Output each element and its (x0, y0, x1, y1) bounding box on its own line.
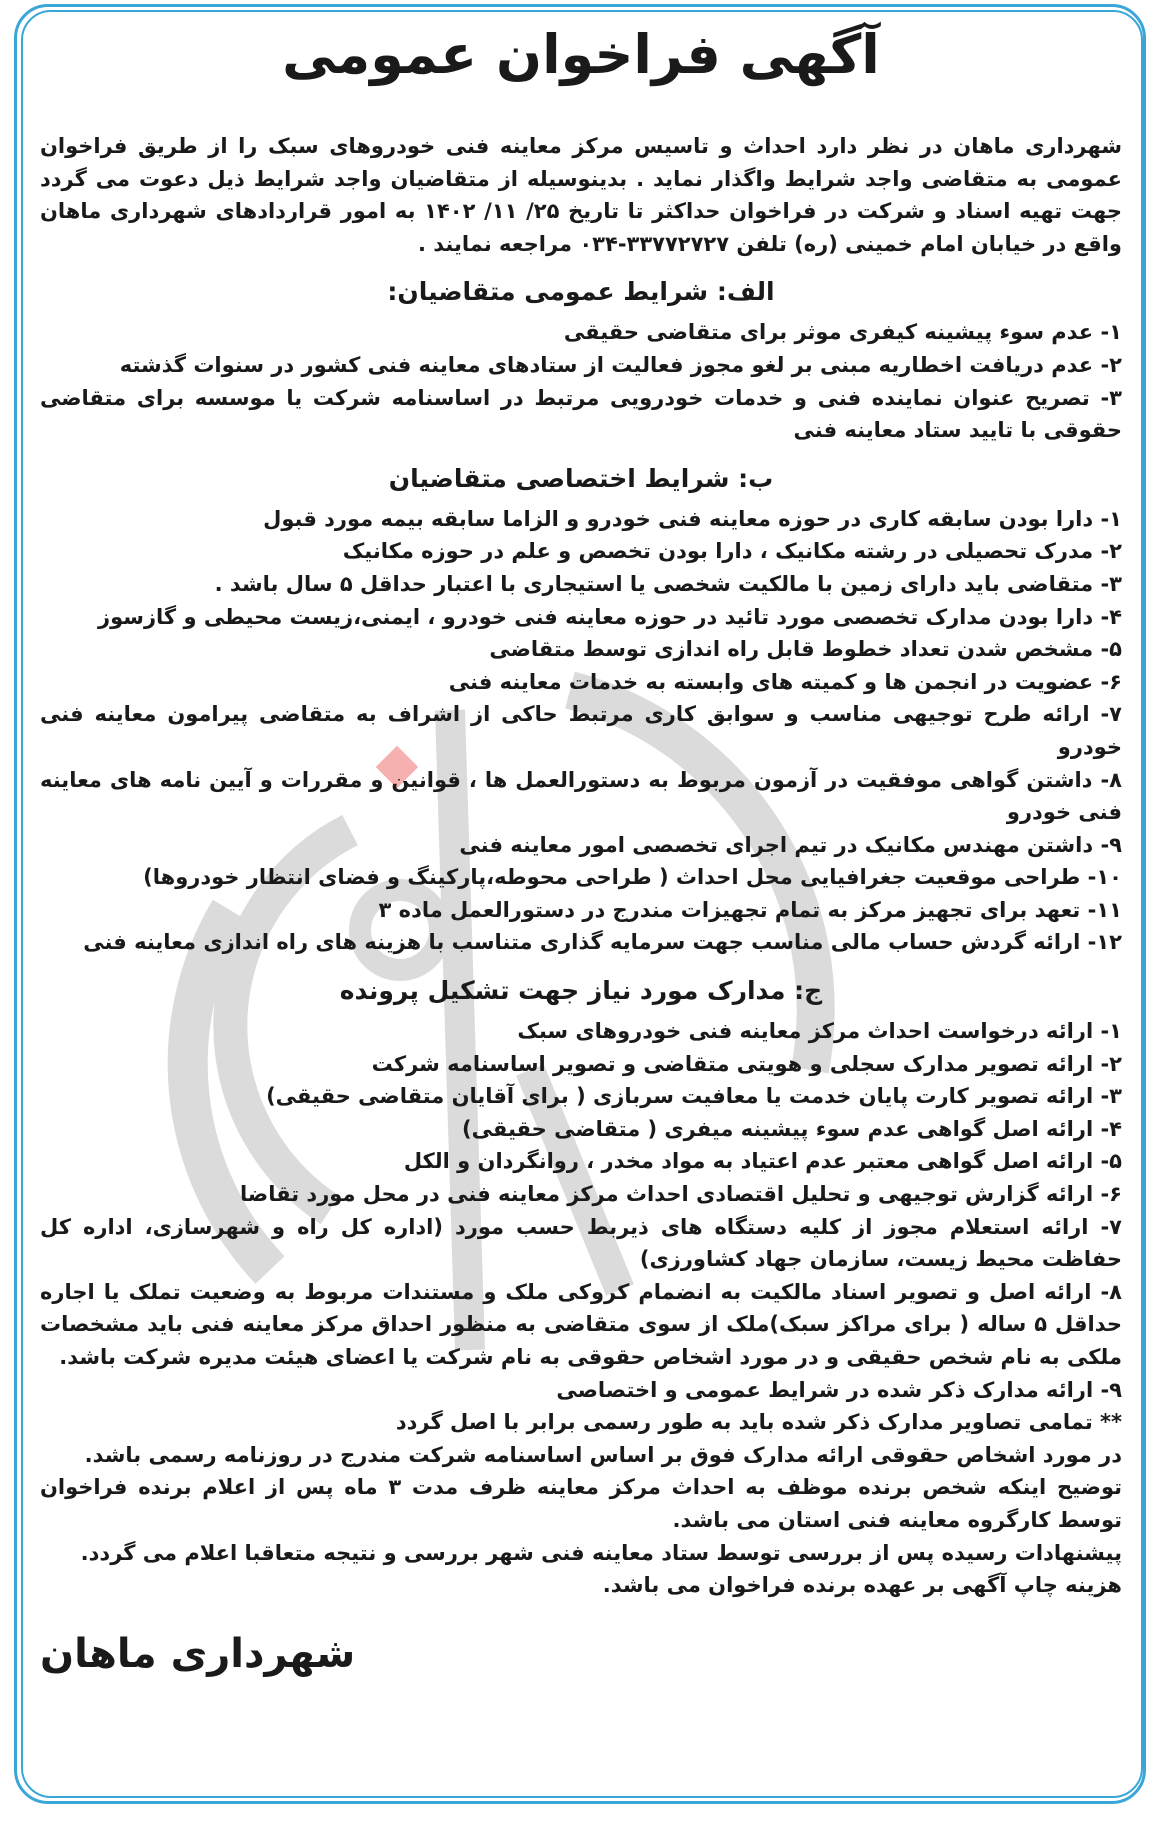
list-item: ۱- دارا بودن سابقه کاری در حوزه معاینه فنی خودرو و الزاما سابقه بیمه مورد قبول (263, 506, 1122, 531)
section-a-heading: الف: شرایط عمومی متقاضیان: (387, 277, 775, 307)
section-c-list (40, 1015, 1122, 1406)
list-item: ۶- ارائه گزارش توجیهی و تحلیل اقتصادی احداث مرکز معاینه فنی در محل مورد تقاضا (240, 1182, 1122, 1207)
note: توضیح اینکه شخص برنده موظف به احداث مرکز معاینه ظرف مدت ۳ ماه پس از اعلام برنده فراخوان توسط کارگروه معاینه فنی استان می باشد. (40, 1475, 1122, 1532)
list-item: ۱۰- طراحی موقعیت جغرافیایی محل احداث ( طراحی محوطه،پارکینگ و فضای انتظار خودروها) (143, 865, 1122, 890)
list-item: ۱- عدم سوء پیشینه کیفری موثر برای متقاضی حقیقی (563, 320, 1122, 345)
note: هزینه چاپ آگهی بر عهده برنده فراخوان می باشد. (602, 1573, 1122, 1598)
section-c-heading: ج: مدارک مورد نیاز جهت تشکیل پرونده (339, 976, 823, 1006)
list-item: ۹- داشتن مهندس مکانیک در تیم اجرای تخصصی امور معاینه فنی (459, 832, 1122, 857)
intro-project: احداث و تاسیس مرکز معاینه فنی خودروهای سبک (267, 134, 806, 158)
intro-paragraph (40, 130, 1122, 260)
list-item: ۷- ارائه طرح توجیهی مناسب و سوابق کاری مرتبط حاکی از اشراف به متقاضی پیرامون معاینه فنی خودرو (40, 702, 1122, 759)
list-item: ۸- داشتن گواهی موفقیت در آزمون مربوط به دستورالعمل ها ، قوانین و مقررات و آیین نامه های معاینه فنی خودرو (40, 767, 1122, 825)
note: ** تمامی تصاویر مدارک ذکر شده باید به طور رسمی برابر با اصل گردد (395, 1410, 1122, 1435)
list-item: ۵- مشخص شدن تعداد خطوط قابل راه اندازی توسط متقاضی (489, 637, 1122, 662)
notes (40, 1406, 1122, 1602)
list-item: ۱۲- ارائه گردش حساب مالی مناسب جهت سرمایه گذاری متناسب با هزینه های راه اندازی معاینه فنی (83, 930, 1122, 955)
list-item: ۴- ارائه اصل گواهی عدم سوء پیشینه میفری ( متقاضی حقیقی) (462, 1116, 1122, 1141)
note: در مورد اشخاص حقوقی ارائه مدارک فوق بر اساس اساسنامه شرکت مندرج در روزنامه رسمی باشد. (84, 1442, 1122, 1467)
signature: شهرداری ماهان (40, 1630, 356, 1677)
list-item: ۳- ارائه تصویر کارت پایان خدمت یا معافیت سربازی ( برای آقایان متقاضی حقیقی) (266, 1084, 1122, 1109)
list-item: ۲- مدرک تحصیلی در رشته مکانیک ، دارا بودن تخصص و علم در حوزه مکانیک (342, 539, 1122, 564)
section-a-list (40, 316, 1122, 446)
list-item: ۳- متقاضی باید دارای زمین با مالکیت شخصی یا استیجاری با اعتبار حداقل ۵ سال باشد . (214, 571, 1122, 596)
page-title: آگهی فراخوان عمومی (282, 23, 880, 86)
intro-text: را از طریق فراخوان عمومی به متقاضی واجد شرایط واگذار نماید . بدینوسیله از متقاضیان واجد شرایط ذیل دعوت می گردد جهت تهیه اسناد و شرکت در فراخوان حداکثر تا تاریخ ۲۵/ ۱۱/ ۱۴۰۲ به امور قراردادهای شهرداری ماهان واقع در خیابان امام خمینی (ره) تلفن ۳۳۷۷۲۷۲۷-۰۳۴ مراجعه نمایند . (40, 134, 1123, 256)
list-item: ۱- ارائه درخواست احداث مرکز معاینه فنی خودروهای سبک (517, 1019, 1122, 1044)
list-item: ۷- ارائه استعلام مجوز از کلیه دستگاه های ذیربط حسب مورد (اداره کل راه و شهرسازی، اداره کل حفاظت محیط زیست، سازمان جهاد کشاورزی) (40, 1214, 1122, 1272)
list-item: ۹- ارائه مدارک ذکر شده در شرایط عمومی و اختصاصی (556, 1377, 1122, 1402)
list-item: ۶- عضویت در انجمن ها و کمیته های وابسته به خدمات معاینه فنی (448, 669, 1122, 694)
announcement (40, 10, 1122, 1684)
section-b-list (40, 503, 1122, 959)
list-item: ۵- ارائه اصل گواهی معتبر عدم اعتیاد به مواد مخدر ، روانگردان و الکل (403, 1149, 1122, 1174)
list-item: ۸- ارائه اصل و تصویر اسناد مالکیت به انضمام کروکی ملک و مستندات مربوط به وضعیت تملک یا اجاره حداقل ۵ ساله ( برای مراکز سبک)ملک از سوی متقاضی به منظور احداق مرکز معاینه فنی باید مشخصات ملکی به نام شخص حقیقی و در مورد اشخاص حقوقی به نام شرکت یا اعضای هیئت مدیره شرکت باشد. (40, 1279, 1122, 1369)
list-item: ۲- عدم دریافت اخطاریه مبنی بر لغو مجوز فعالیت از ستادهای معاینه فنی کشور در سنوات گذشته (119, 352, 1122, 377)
note: پیشنهادات رسیده پس از بررسی توسط ستاد معاینه فنی شهر بررسی و نتیجه متعاقبا اعلام می گردد. (80, 1540, 1122, 1565)
list-item: ۱۱- تعهد برای تجهیز مرکز به تمام تجهیزات مندرج در دستورالعمل ماده ۳ (378, 897, 1122, 922)
intro-text: در نظر دارد (805, 134, 954, 158)
intro-municipality: شهرداری ماهان (953, 134, 1122, 158)
list-item: ۴- دارا بودن مدارک تخصصی مورد تائید در حوزه معاینه فنی خودرو ، ایمنی،زیست محیطی و گازسوز (98, 604, 1122, 629)
list-item: ۲- ارائه تصویر مدارک سجلی و هویتی متقاضی و تصویر اساسنامه شرکت (371, 1051, 1122, 1076)
list-item: ۳- تصریح عنوان نماینده فنی و خدمات خودرویی مرتبط در اساسنامه شرکت یا موسسه برای متقاضی حقوقی با تایید ستاد معاینه فنی (40, 385, 1122, 443)
section-b-heading: ب: شرایط اختصاصی متقاضیان (388, 463, 774, 493)
